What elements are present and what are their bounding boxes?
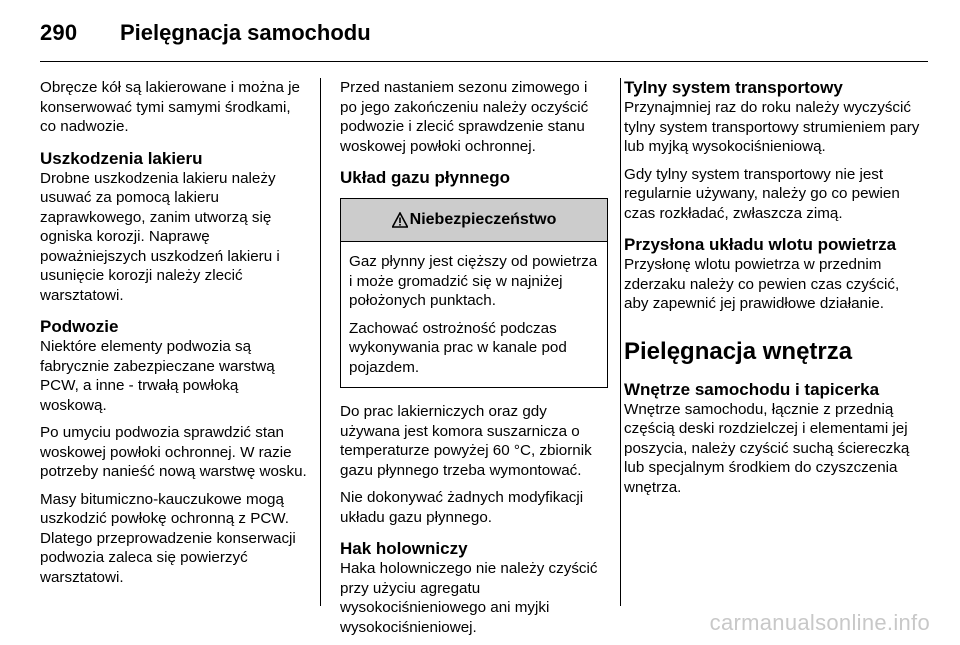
header-rule [40, 61, 928, 62]
paragraph-interior-upholstery: Wnętrze samochodu, łącznie z przednią częścią deski rozdzielczej i elementami jej poszycia, należy czyścić suchą ściereczką lub specjalnym środkiem do czyszczenia wnętrza. [624, 400, 910, 496]
heading-interior-upholstery: Wnętrze samochodu i tapicerka [624, 379, 880, 399]
danger-box-header [341, 199, 607, 242]
paragraph-lpg-paint: Do prac lakierniczych oraz gdy używana jest komora suszarnicza o temperaturze powyżej 60 °C, zbiornik gazu płynnego trzeba wymontować. [340, 403, 592, 479]
paragraph-underbody-2: Po umyciu podwozia sprawdzić stan woskowej powłoki ochronnej. W razie potrzeby nanieść nową warstwę wosku. [40, 424, 307, 480]
heading-air-intake-shutter: Przysłona układu wlotu powietrza [624, 235, 897, 254]
watermark: carmanualsonline.info [709, 610, 930, 635]
danger-box-title: Niebezpieczeństwo [409, 211, 557, 229]
heading-tow-hitch: Hak holowniczy [340, 539, 468, 558]
column-3 [624, 78, 924, 505]
column-divider [620, 78, 621, 606]
heading-interior-care: Pielęgnacja wnętrza [624, 337, 853, 365]
danger-paragraph-1: Gaz płynny jest cięższy od powietrza i może gromadzić się w najniżej położonych punktach. [349, 253, 598, 309]
paragraph-lpg-modifications: Nie dokonywać żadnych modyfikacji układu gazu płynnego. [340, 489, 584, 526]
page-header [40, 8, 920, 52]
page-number: 290 [40, 20, 78, 45]
danger-box [340, 198, 608, 388]
paragraph-underbody-3: Masy bitumiczno-kauczukowe mogą uszkodzić powłokę ochronną z PCW. Dlatego przeprowadzenie konserwacji podwozia zaleca się powierzyć warsztatowi. [40, 490, 296, 586]
column-2 [340, 78, 608, 645]
column-1 [40, 78, 308, 595]
paragraph-underbody-1: Niektóre elementy podwozia są fabrycznie zabezpieczane warstwą PCW, a inne - trwałą powłoką woskową. [40, 338, 275, 414]
page-title: Pielęgnacja samochodu [120, 20, 371, 45]
danger-paragraph-2: Zachować ostrożność podczas wykonywania prac w kanale pod pojazdem. [349, 319, 567, 376]
heading-paint-damage: Uszkodzenia lakieru [40, 148, 203, 168]
danger-box-body [341, 242, 607, 387]
column-divider [320, 78, 321, 606]
paragraph-paint-damage: Drobne uszkodzenia lakieru należy usuwać za pomocą lakieru zaprawkowego, zanim utworzą się ogniska korozji. Naprawę poważniejszych uszkodzeń lakieru i usunięcie korozji należy zlecić warsztatowi. [40, 169, 280, 304]
heading-underbody: Podwozie [40, 317, 119, 336]
paragraph-tow-hitch: Haka holowniczego nie należy czyścić przy użyciu agregatu wysokociśnieniowego ani myjki wysokociśnieniowej. [340, 560, 598, 636]
heading-lpg-system: Układ gazu płynnego [340, 168, 511, 187]
warning-triangle-icon [392, 212, 408, 228]
paragraph-wheel-rims: Obręcze kół są lakierowane i można je konserwować tymi samymi środkami, co nadwozie. [40, 79, 300, 135]
heading-rear-carrier: Tylny system transportowy [624, 78, 843, 97]
paragraph-air-intake-shutter: Przysłonę wlotu powietrza w przednim zderzaku należy co pewien czas czyścić, aby zapewnić jej prawidłowe działanie. [624, 256, 900, 312]
paragraph-underbody-4: Przed nastaniem sezonu zimowego i po jego zakończeniu należy oczyścić podwozie i zlecić sprawdzenie stanu woskowej powłoki ochronnej. [340, 79, 589, 155]
paragraph-rear-carrier-1: Przynajmniej raz do roku należy wyczyścić tylny system transportowy strumieniem pary lub myjką wysokociśnieniową. [624, 99, 920, 155]
paragraph-rear-carrier-2: Gdy tylny system transportowy nie jest regularnie używany, należy go co pewien czas rozkładać, zwłaszcza zimą. [624, 165, 900, 222]
